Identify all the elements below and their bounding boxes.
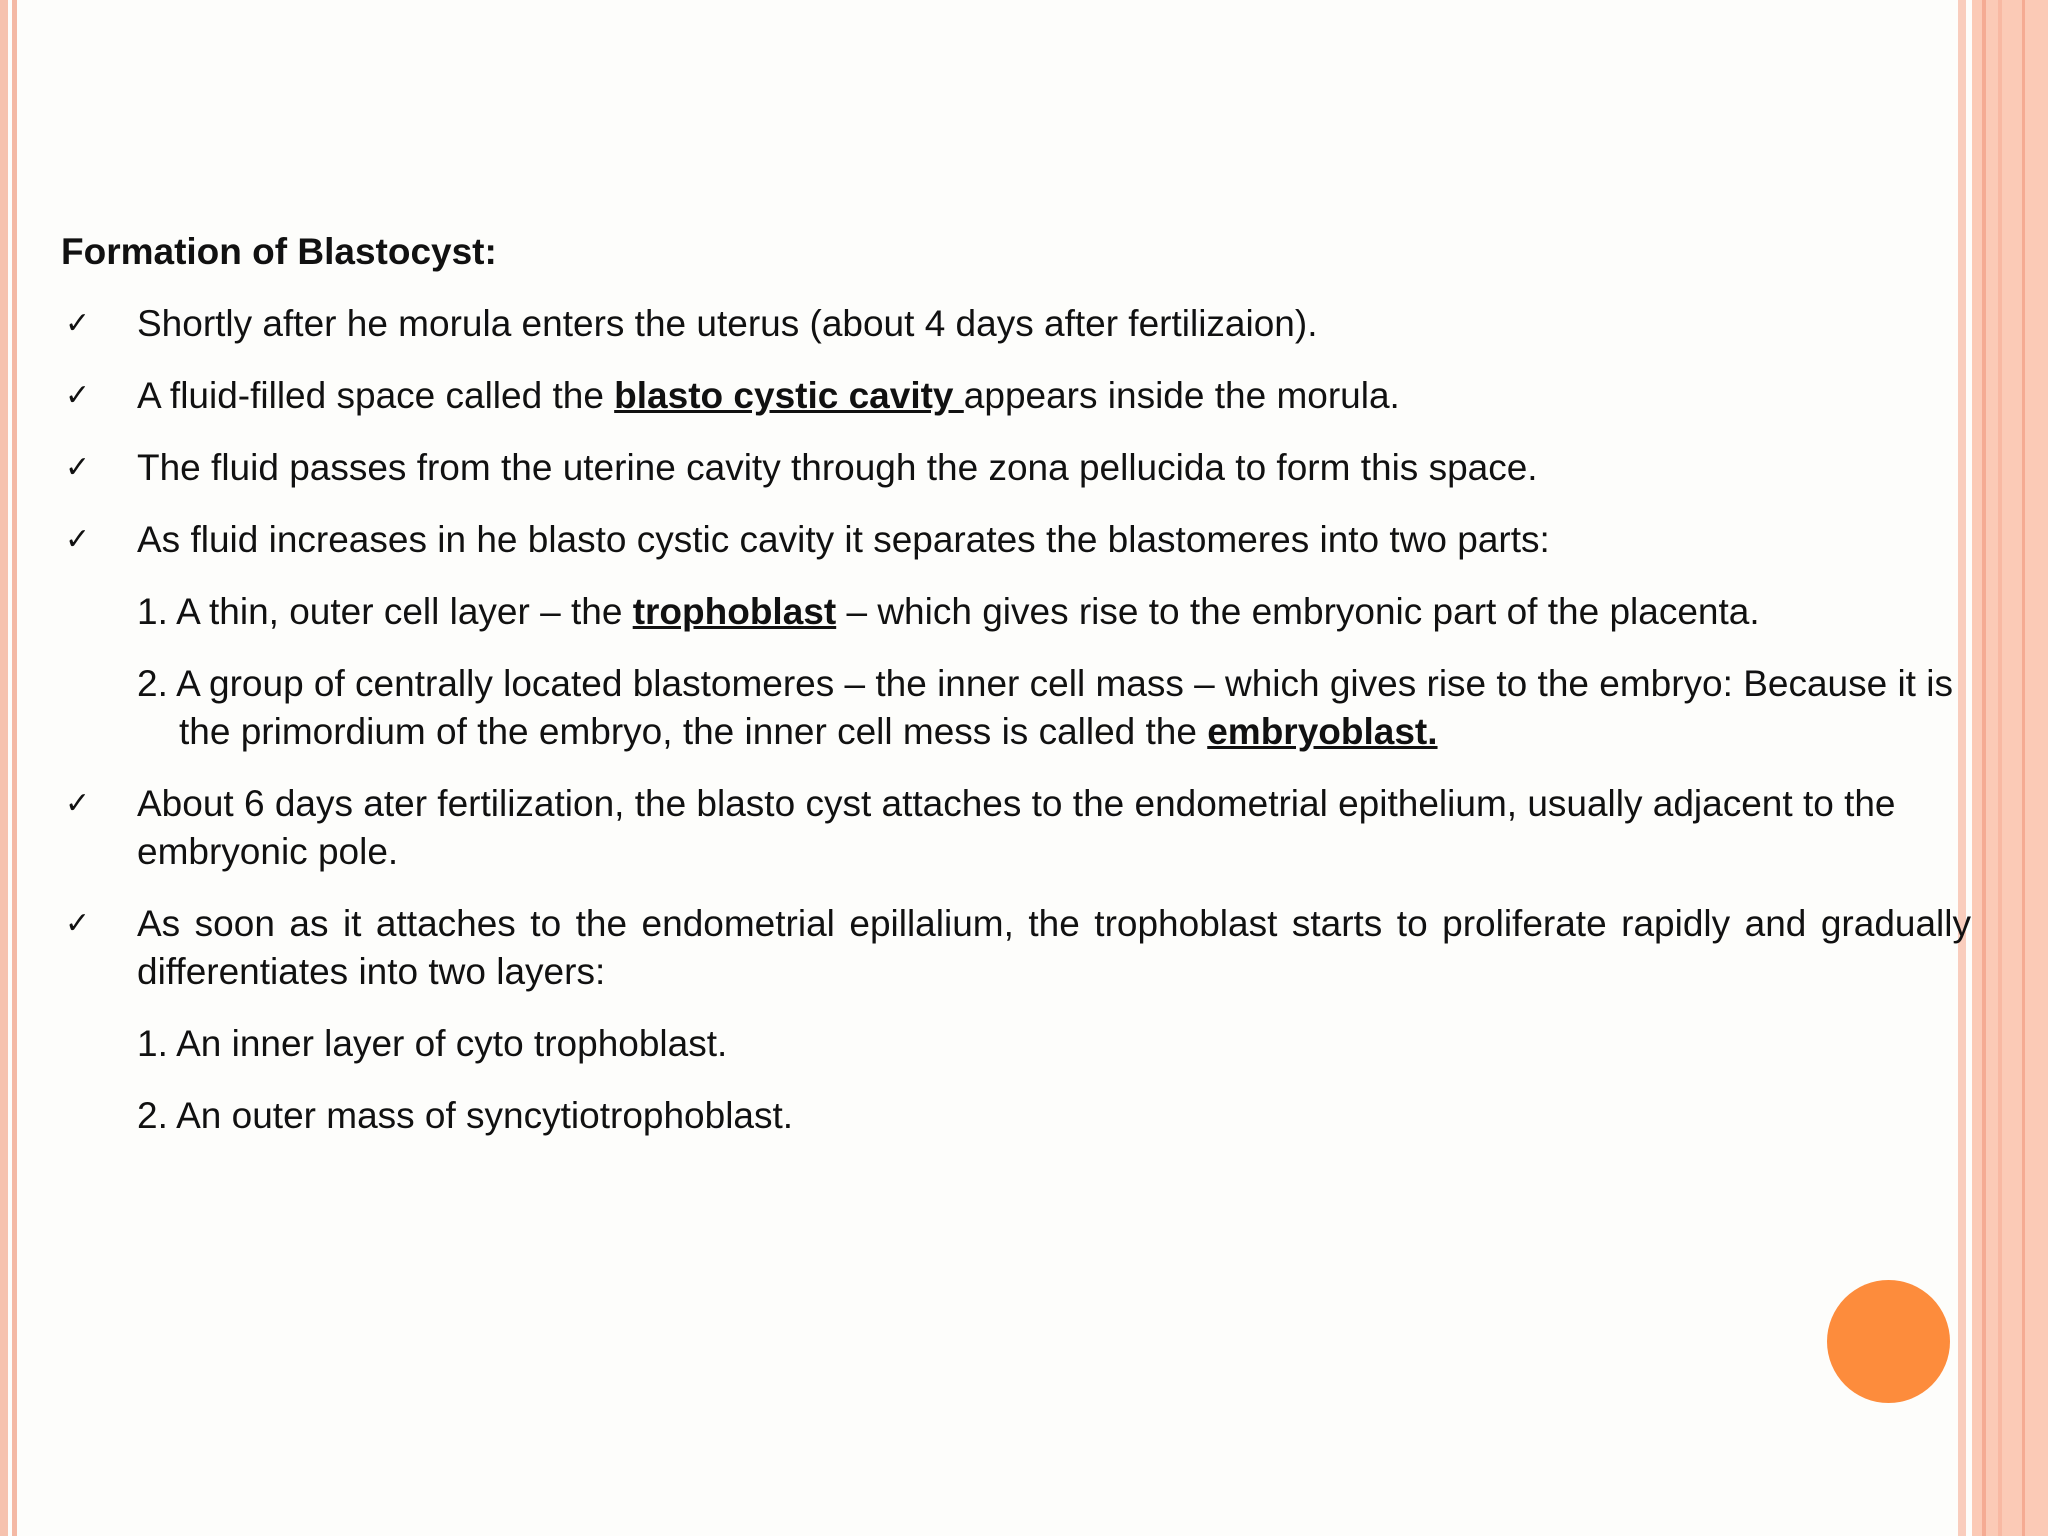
bullet-text: As fluid increases in he blasto cystic cavity it separates the blastomeres into two parts: xyxy=(137,519,1550,560)
term-embryoblast: embryoblast. xyxy=(1207,711,1438,752)
slide-heading: Formation of Blastocyst: xyxy=(61,231,497,272)
sub-item-text: – which gives rise to the embryonic part of the placenta. xyxy=(836,591,1760,632)
sub-item-text: 1. A thin, outer cell layer – the xyxy=(137,591,633,632)
bullet-text: As soon as it attaches to the endometrial epillalium, the trophoblast starts to proliferate rapidly and gradually differentiates into two layers: xyxy=(137,903,1971,992)
bullet-text: Shortly after he morula enters the uterus (about 4 days after fertilizaion). xyxy=(137,303,1318,344)
bullet-text: About 6 days ater fertilization, the blasto cyst attaches to the endometrial epithelium, usually adjacent to the embryonic pole. xyxy=(137,783,1896,872)
bullet-morula-enters-uterus xyxy=(61,300,1971,348)
sub-item-text: 2. A group of centrally located blastomeres – the inner cell mass – which gives rise to the embryo: Because it is the primordium of the embryo, the inner cell mess is called the xyxy=(137,663,1953,752)
bullet-text: A fluid-filled space called the xyxy=(137,375,615,416)
right-border-line-1 xyxy=(1982,0,1986,1536)
bullet-text: The fluid passes from the uterine cavity through the zona pellucida to form this space. xyxy=(137,447,1538,488)
bullet-fluid-passes xyxy=(61,444,1971,492)
sub-item-cytotrophoblast: 1. An inner layer of cyto trophoblast. xyxy=(137,1023,728,1064)
bullet-blastocystic-cavity xyxy=(61,372,1971,420)
bullet-text: appears inside the morula. xyxy=(963,375,1400,416)
decorative-orange-circle xyxy=(1827,1280,1950,1403)
bullet-blastocyst-attaches xyxy=(61,780,1971,876)
sub-item-syncytiotrophoblast: 2. An outer mass of syncytiotrophoblast. xyxy=(137,1095,794,1136)
sub-item-embryoblast xyxy=(61,660,1971,756)
left-border-stripe-inner xyxy=(12,0,17,1536)
checkmark-icon: ✓ xyxy=(65,786,91,821)
checkmark-icon: ✓ xyxy=(65,306,91,341)
slide-content xyxy=(61,228,1971,1164)
checkmark-icon: ✓ xyxy=(65,450,91,485)
checkmark-icon: ✓ xyxy=(65,522,91,557)
term-trophoblast: trophoblast xyxy=(632,591,837,632)
bullet-trophoblast-proliferates xyxy=(61,900,1971,996)
right-border-line-3 xyxy=(2022,0,2025,1536)
left-border-stripe xyxy=(0,0,8,1536)
bullet-fluid-increases xyxy=(61,516,1971,564)
term-blasto-cystic-cavity: blasto cystic cavity xyxy=(614,375,964,416)
checkmark-icon: ✓ xyxy=(65,378,91,413)
right-border-line-2 xyxy=(1998,0,2002,1536)
sub-item-trophoblast xyxy=(61,588,1971,636)
checkmark-icon: ✓ xyxy=(65,906,91,941)
